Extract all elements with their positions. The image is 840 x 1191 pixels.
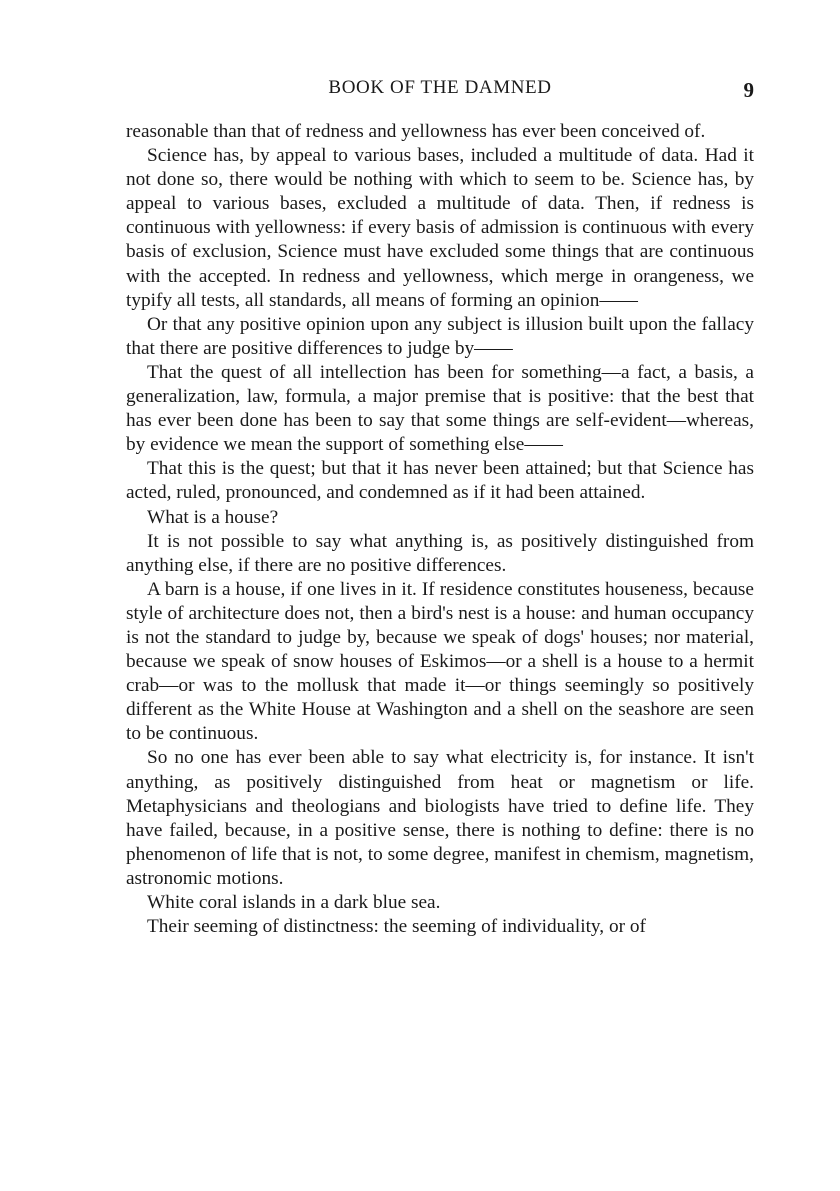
- paragraph: A barn is a house, if one lives in it. If residence constitutes houseness, because style of architecture does not, then a bird's nest is a house: and human occupancy is not the standard to judge by, because we speak of dogs' houses; nor material, because we speak of snow houses of Eskimos—or a shell is a house to a hermit crab—or was to the mollusk that made it—or things seemingly so positively different as the White House at Washington and a shell on the seashore are seen to be continuous.: [126, 578, 754, 745]
- paragraph-continued: reasonable than that of redness and yellowness has ever been conceived of.: [126, 121, 706, 142]
- running-title: BOOK OF THE DAMNED: [328, 77, 552, 98]
- paragraph: What is a house?: [147, 506, 279, 528]
- paragraph: Science has, by appeal to various bases, included a multitude of data. Had it not done so, there would be nothing with which to seem to be. Science has, by appeal to various bases, excluded a multitude of data. Then, if redness is continuous with yellowness: if every basis of admission is continuous with every basis of exclusion, Science must have excluded some things that are continuous with the accepted. In redness and yellowness, which merge in orangeness, we typify all tests, all standards, all means of forming an opinion——: [126, 145, 754, 311]
- running-head: [126, 74, 754, 102]
- paragraph: Or that any positive opinion upon any subject is illusion built upon the fallacy that there are positive differences to judge by——: [126, 313, 754, 359]
- paragraph: It is not possible to say what anything is, as positively distinguished from anything else, if there are no positive differences.: [126, 530, 754, 576]
- paragraph: That this is the quest; but that it has never been attained; but that Science has acted, ruled, pronounced, and condemned as if it had been attained.: [126, 458, 754, 504]
- page-number: 9: [743, 78, 754, 102]
- paragraph: That the quest of all intellection has been for something—a fact, a basis, a generalization, law, formula, a major premise that is positive: that the best that has ever been done has been to say that some things are self-evident—whereas, by evidence we mean the support of something else——: [126, 361, 754, 456]
- paragraph: So no one has ever been able to say what electricity is, for instance. It isn't anything, as positively distinguished from heat or magnetism or life. Metaphysicians and theologians and biologists have tried to define life. They have failed, because, in a positive sense, there is nothing to define: there is no phenomenon of life that is not, to some degree, manifest in chemism, magnetism, astronomic motions.: [126, 747, 754, 889]
- paragraph: White coral islands in a dark blue sea.: [147, 892, 441, 913]
- paragraph: Their seeming of distinctness: the seeming of individuality, or of: [147, 916, 646, 938]
- body-text: [126, 120, 754, 939]
